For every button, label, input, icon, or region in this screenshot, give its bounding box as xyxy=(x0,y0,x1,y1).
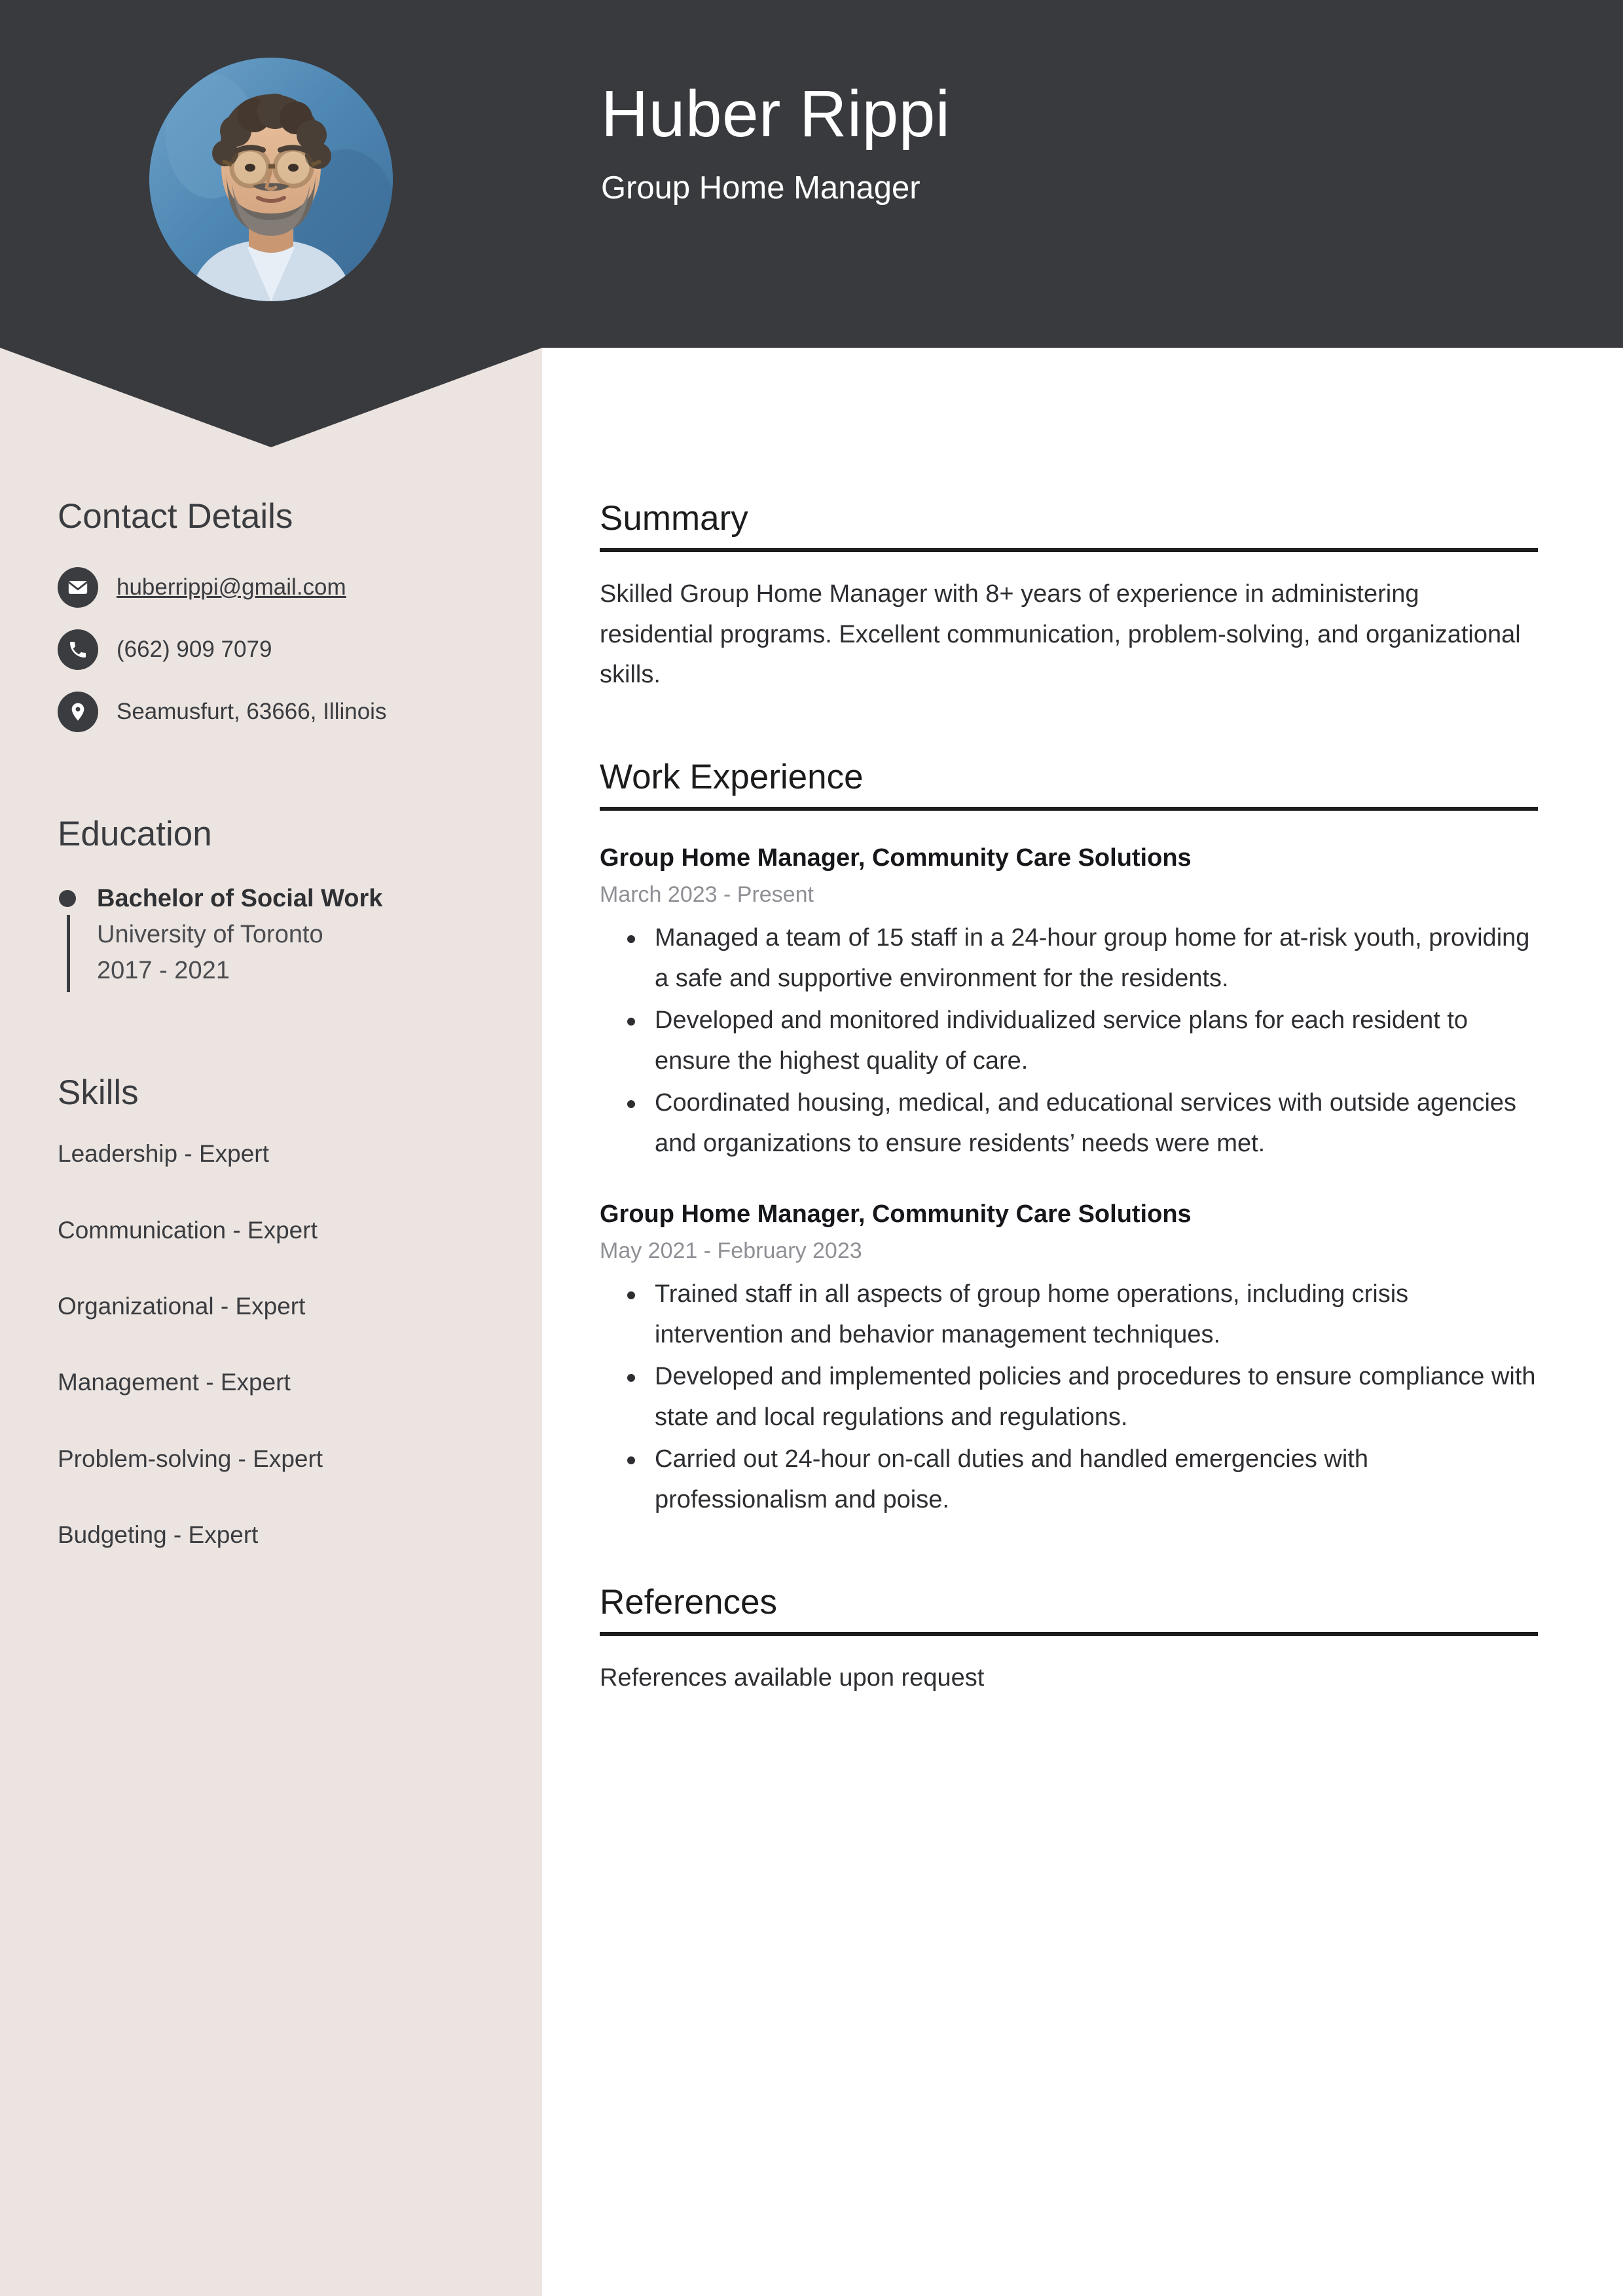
references-heading: References xyxy=(600,1583,1538,1636)
job-bullet: Developed and implemented policies and procedures to ensure compliance with state and local regulations and regulations. xyxy=(655,1357,1538,1438)
job-dates: May 2021 - February 2023 xyxy=(600,1238,862,1264)
job-entry xyxy=(600,1197,1538,1521)
education-heading: Education xyxy=(58,815,212,853)
education-item xyxy=(58,881,600,989)
skill-item: Budgeting - Expert xyxy=(58,1521,259,1549)
page-title: Huber Rippi xyxy=(601,77,951,151)
job-entry xyxy=(600,841,1538,1164)
skills-list xyxy=(58,1139,600,1549)
avatar xyxy=(149,58,393,301)
envelope-icon xyxy=(58,567,98,608)
job-dates: March 2023 - Present xyxy=(600,882,814,908)
work-experience-body xyxy=(600,811,1538,1521)
work-experience-section xyxy=(600,758,1538,1521)
contact-details-section xyxy=(0,498,657,754)
contact-item-address[interactable] xyxy=(58,692,600,732)
contact-item-phone[interactable] xyxy=(58,629,600,670)
job-bullet: Developed and monitored individualized service plans for each resident to ensure the highest quality of care. xyxy=(655,1001,1538,1082)
timeline-dot-icon xyxy=(59,890,76,907)
phone-icon xyxy=(58,629,98,670)
location-pin-icon xyxy=(58,692,98,732)
header-job-title: Group Home Manager xyxy=(601,170,921,206)
timeline-line xyxy=(67,915,70,992)
skills-section xyxy=(0,1074,657,1597)
references-body xyxy=(600,1636,1538,1698)
summary-text: Skilled Group Home Manager with 8+ years of experience in administering residential programs. Excellent communication, problem-solving, and organizational skills. xyxy=(600,580,1521,689)
references-section xyxy=(600,1583,1538,1698)
job-bullet: Trained staff in all aspects of group home operations, including crisis intervention and behavior management techniques. xyxy=(655,1274,1538,1356)
references-text: References available upon request xyxy=(600,1664,985,1692)
job-title-company: Group Home Manager, Community Care Solutions xyxy=(600,1200,1192,1229)
work-experience-heading: Work Experience xyxy=(600,758,1538,811)
contact-phone-value[interactable]: (662) 909 7079 xyxy=(117,637,272,663)
header-text-group xyxy=(601,79,951,208)
education-years: 2017 - 2021 xyxy=(97,957,230,985)
skill-item: Communication - Expert xyxy=(58,1216,318,1244)
contact-address-value[interactable]: Seamusfurt, 63666, Illinois xyxy=(117,699,387,725)
job-bullet-list xyxy=(600,1274,1538,1521)
job-bullet: Managed a team of 15 staff in a 24-hour group home for at-risk youth, providing a safe and supportive environment for the residents. xyxy=(655,918,1538,999)
contact-email-value[interactable]: huberrippi@gmail.com xyxy=(117,574,346,601)
education-list xyxy=(58,881,600,989)
main-content xyxy=(542,348,1623,2296)
contact-list xyxy=(58,567,600,732)
skill-item: Management - Expert xyxy=(58,1369,291,1396)
education-section xyxy=(0,815,657,990)
contact-details-heading: Contact Details xyxy=(58,497,293,536)
summary-section xyxy=(600,500,1538,695)
skill-item: Leadership - Expert xyxy=(58,1140,269,1168)
job-bullet: Carried out 24-hour on-call duties and handled emergencies with professionalism and poise. xyxy=(655,1439,1538,1521)
skill-item: Problem-solving - Expert xyxy=(58,1445,323,1472)
job-title-company: Group Home Manager, Community Care Solutions xyxy=(600,844,1192,872)
education-degree: Bachelor of Social Work xyxy=(97,885,383,913)
contact-item-email[interactable] xyxy=(58,567,600,608)
summary-body xyxy=(600,552,1538,695)
job-bullet-list xyxy=(600,918,1538,1164)
job-bullet: Coordinated housing, medical, and educational services with outside agencies and organizations to ensure residents’ needs were met. xyxy=(655,1083,1538,1164)
summary-heading: Summary xyxy=(600,500,1538,552)
education-school: University of Toronto xyxy=(97,921,323,949)
skill-item: Organizational - Expert xyxy=(58,1293,306,1320)
skills-heading: Skills xyxy=(58,1073,139,1112)
